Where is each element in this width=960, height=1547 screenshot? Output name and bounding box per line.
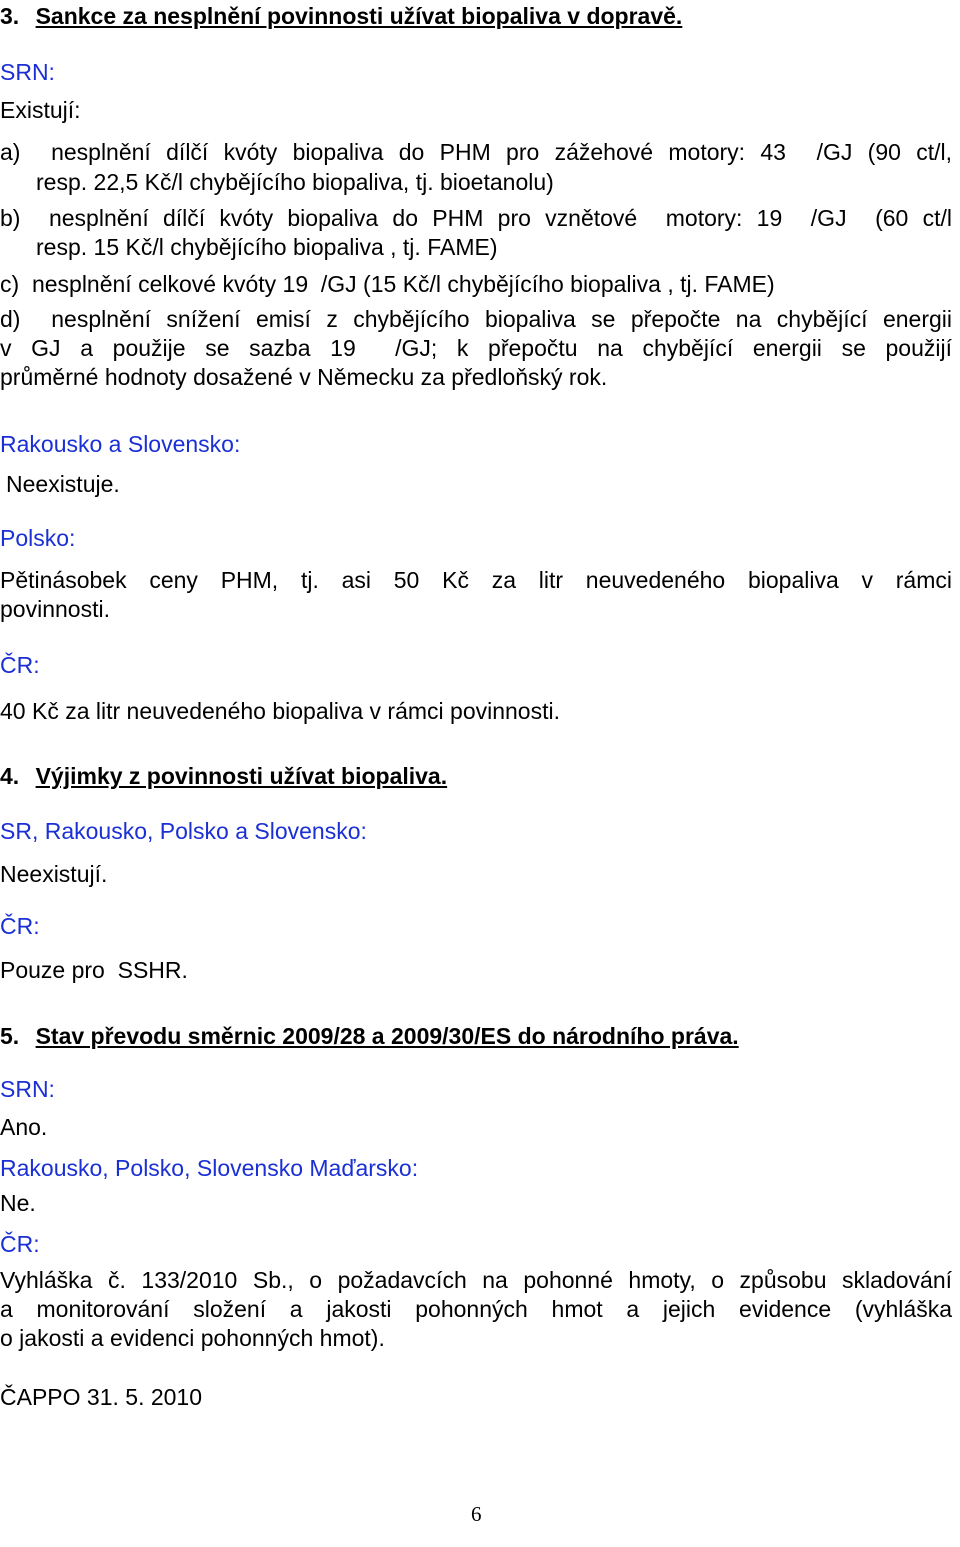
item-b-line2: resp. 15 Kč/l chybějícího biopaliva , tj. FAME) bbox=[36, 234, 498, 260]
footer-note: ČAPPO 31. 5. 2010 bbox=[0, 1384, 203, 1410]
section-3-title: Sankce za nesplnění povinnosti užívat biopaliva v dopravě. bbox=[35, 3, 683, 29]
rakousko-slovensko-text: Neexistuje. bbox=[6, 471, 120, 497]
section-3-heading bbox=[0, 2, 682, 30]
cr-label-s4: ČR: bbox=[0, 913, 40, 939]
group-label-s4: SR, Rakousko, Polsko a Slovensko: bbox=[0, 818, 367, 844]
section-4-heading bbox=[0, 762, 447, 790]
srn-label-s5: SRN: bbox=[0, 1076, 55, 1102]
existuji-text: Existují: bbox=[0, 97, 81, 123]
page-number: 6 bbox=[471, 1502, 482, 1526]
polsko-label: Polsko: bbox=[0, 525, 76, 551]
section-5-title: Stav převodu směrnic 2009/28 a 2009/30/ES do národního práva. bbox=[35, 1023, 739, 1049]
cr-text-s5-line1: Vyhláška č. 133/2010 Sb., o požadavcích na pohonné hmoty, o způsobu skladování bbox=[0, 1267, 952, 1293]
section-5-heading bbox=[0, 1022, 739, 1050]
item-a-line2: resp. 22,5 Kč/l chybějícího biopaliva, tj. bioetanolu) bbox=[36, 169, 554, 195]
cr-text-s4: Pouze pro SSHR. bbox=[0, 957, 188, 983]
item-c-line1: c) nesplnění celkové kvóty 19 /GJ (15 Kč/l chybějícího biopaliva , tj. FAME) bbox=[0, 271, 775, 297]
section-4-title: Výjimky z povinnosti užívat biopaliva. bbox=[35, 763, 448, 789]
item-b-line1: b) nesplnění dílčí kvóty biopaliva do PHM pro vznětové motory: 19 /GJ (60 ct/l bbox=[0, 205, 952, 231]
group-text-s5: Ne. bbox=[0, 1190, 36, 1216]
section-3-number: 3. bbox=[0, 3, 20, 29]
cr-text-s5-line2: a monitorování složení a jakosti pohonných hmot a jejich evidence (vyhláška bbox=[0, 1296, 952, 1322]
item-d-line2: v GJ a použije se sazba 19 /GJ; k přepočtu na chybějící energii se použijí bbox=[0, 335, 952, 361]
polsko-text-line1: Pětinásobek ceny PHM, tj. asi 50 Kč za litr neuvedeného biopaliva v rámci bbox=[0, 567, 952, 593]
cr-text-s5-line3: o jakosti a evidenci pohonných hmot). bbox=[0, 1325, 385, 1351]
polsko-text-line2: povinnosti. bbox=[0, 596, 110, 622]
section-5-number: 5. bbox=[0, 1023, 20, 1049]
item-d-line3: průměrné hodnoty dosažené v Německu za předloňský rok. bbox=[0, 364, 608, 390]
item-d-line1: d) nesplnění snížení emisí z chybějícího biopaliva se přepočte na chybějící energii bbox=[0, 306, 952, 332]
rakousko-slovensko-label: Rakousko a Slovensko: bbox=[0, 431, 241, 457]
srn-label: SRN: bbox=[0, 59, 55, 85]
group-text-s4: Neexistují. bbox=[0, 861, 108, 887]
cr-text-s3: 40 Kč za litr neuvedeného biopaliva v rámci povinnosti. bbox=[0, 698, 560, 724]
group-label-s5: Rakousko, Polsko, Slovensko Maďarsko: bbox=[0, 1155, 419, 1181]
item-a-line1: a) nesplnění dílčí kvóty biopaliva do PHM pro zážehové motory: 43 /GJ (90 ct/l, bbox=[0, 139, 952, 165]
cr-label-s3: ČR: bbox=[0, 652, 40, 678]
cr-label-s5: ČR: bbox=[0, 1231, 40, 1257]
srn-text-s5: Ano. bbox=[0, 1114, 48, 1140]
section-4-number: 4. bbox=[0, 763, 20, 789]
